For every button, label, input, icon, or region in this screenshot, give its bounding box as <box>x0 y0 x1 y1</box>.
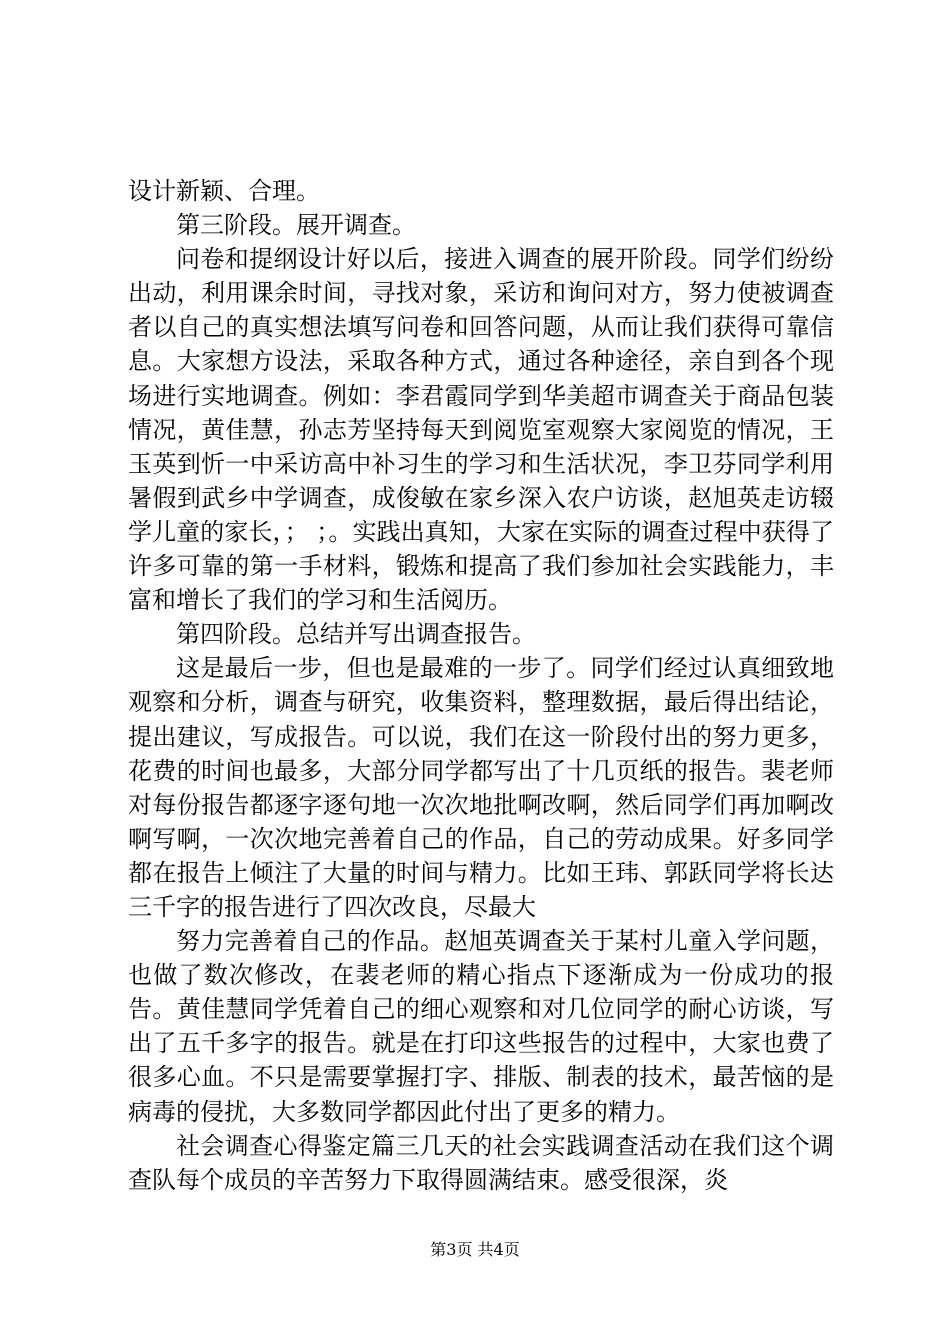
paragraph-3: 问卷和提纲设计好以后，接进入调查的展开阶段。同学们纷纷出动，利用课余时间，寻找对象，采访和询问对方，努力使被调查者以自己的真实想法填写问卷和回答问题，从而让我们获得可靠信息。大家想方设法，采取各种方式，通过各种途径，亲自到各个现场进行实地调查。例如：李君霞同学到华美超市调查关于商品包装情况，黄佳慧，孙志芳坚持每天到阅览室观察大家阅览的情况，王玉英到忻一中采访高中补习生的学习和生活状况，李卫芬同学利用暑假到武乡中学调查，成俊敏在家乡深入农户访谈，赵旭英走访辍学儿童的家长，； ；。实践出真知，大家在实际的调查过程中获得了许多可靠的第一手材料，锻炼和提高了我们参加社会实践能力，丰富和增长了我们的学习和生活阅历。 <box>128 245 834 615</box>
paragraph-5: 这是最后一步，但也是最难的一步了。同学们经过认真细致地观察和分析，调查与研究，收集资料，整理数据，最后得出结论，提出建议，写成报告。可以说，我们在这一阶段付出的努力更多，花费的时间也最多，大部分同学都写出了十几页纸的报告。裴老师对每份报告都逐字逐句地一次次地批啊改啊，然后同学们再加啊改啊写啊，一次次地完善着自己的作品，自己的劳动成果。好多同学都在报告上倾注了大量的时间与精力。比如王玮、郭跃同学将长达三千字的报告进行了四次改良，尽最大 <box>128 654 834 921</box>
paragraph-6: 努力完善着自己的作品。赵旭英调查关于某村儿童入学问题，也做了数次修改，在裴老师的精心指点下逐渐成为一份成功的报告。黄佳慧同学凭着自己的细心观察和对几位同学的耐心访谈，写出了五千多字的报告。就是在打印这些报告的过程中，大家也费了很多心血。不只是需要掌握打字、排版、制表的技术，最苦恼的是病毒的侵扰，大多数同学都因此付出了更多的精力。 <box>128 927 834 1126</box>
paragraph-7: 社会调查心得鉴定篇三几天的社会实践调查活动在我们这个调查队每个成员的辛苦努力下取得圆满结束。感受很深，炎 <box>128 1131 834 1194</box>
page-footer <box>0 1240 950 1260</box>
paragraph-4-heading-stage-four: 第四阶段。总结并写出调查报告。 <box>176 620 536 649</box>
page-number-label: 第3页 共4页 <box>430 1240 520 1259</box>
document-body <box>128 174 834 1197</box>
paragraph-2-heading-stage-three: 第三阶段。展开调查。 <box>176 211 416 240</box>
paragraph-1: 设计新颖、合理。 <box>128 177 320 205</box>
